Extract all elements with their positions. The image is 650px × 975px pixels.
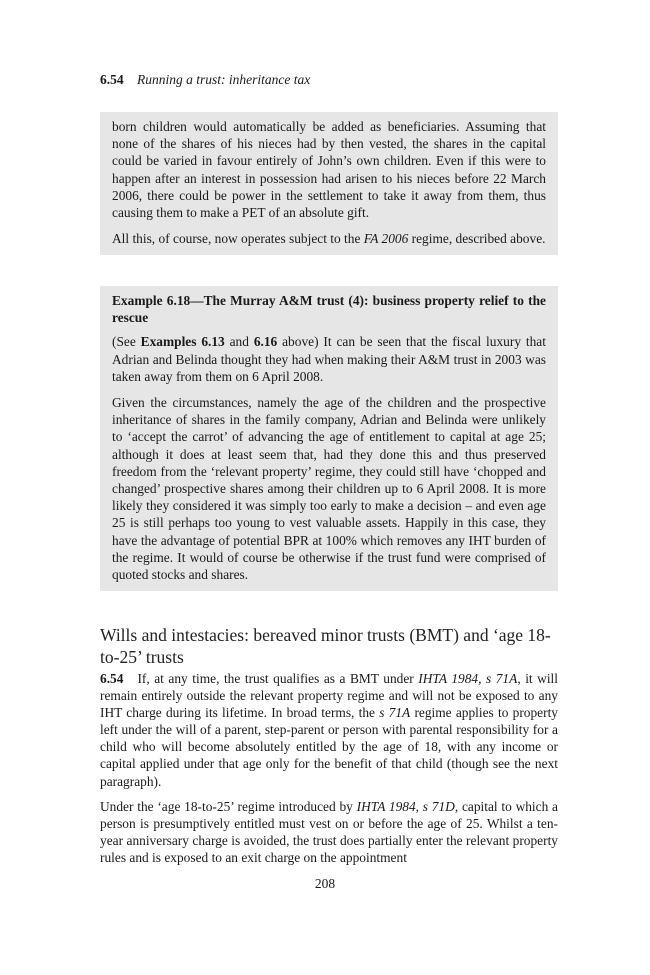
paragraph-number: 6.54 <box>100 671 124 686</box>
running-header <box>100 72 310 88</box>
header-section-number: 6.54 <box>100 72 124 87</box>
continued-example-box <box>100 112 558 255</box>
header-running-title: Running a trust: inheritance tax <box>137 72 311 87</box>
p-next-text-b: , capital to which a person is presumptively entitled must vest on or before the age of 25. Whilst a ten-year anniversary charge is avoided, the trust does partially enter the relevant property rules and is exposed to an exit charge on the appointment <box>100 798 558 865</box>
example-ref-6-13: Examples 6.13 <box>140 334 225 350</box>
p654-text-b: , it will remain entirely outside the relevant property regime and will not be exposed to any IHT charge during its lifetime. In broad terms, the <box>100 671 558 721</box>
paragraph-6-54 <box>100 670 558 790</box>
box1-paragraph-1: born children would automatically be added as beneficiaries. Assuming that none of the shares of his nieces had by then vested, the shares in the capital could be varied in favour entirely of John’s own children. Even if this were to happen after an interest in possession had arisen to his nieces before 22 March 2006, there could be power in the settlement to take it away from them, thus causing them to make a PET of an absolute gift. <box>112 119 546 221</box>
box1-p2-act-ref: FA 2006 <box>363 231 409 247</box>
example-p1-text-a: (See <box>112 334 141 350</box>
box1-p2-text-a: All this, of course, now operates subject to the <box>112 231 364 247</box>
example-p1-text-b: and <box>224 334 254 350</box>
example-paragraph-1 <box>112 333 546 385</box>
example-box-6-18 <box>100 286 558 591</box>
paragraph-age-18-to-25 <box>100 798 558 866</box>
example-paragraph-2: Given the circumstances, namely the age of the children and the prospective inheritance of shares in the family company, Adrian and Belinda were unlikely to ‘accept the carrot’ of advancing the age of entitlement to capital at age 25; although it does at least seem that, had they done this and thus preserved freedom from the ‘relevant property’ regime, they could still have ‘chopped and changed’ prospective shares among their children up to 6 April 2008. It is more likely they considered it was simply too early to make a decision – and even age 25 is still perhaps too young to vest valuable assets. Happily in this case, they have the advantage of potential BPR at 100% which removes any IHT burden of the regime. It would of course be otherwise if the trust fund were comprised of quoted stocks and shares. <box>112 395 546 583</box>
p654-text-a: If, at any time, the trust qualifies as a BMT under <box>137 671 419 686</box>
box1-paragraph-2 <box>112 230 546 247</box>
body-text <box>100 670 558 874</box>
example-title: Example 6.18—The Murray A&M trust (4): business property relief to the rescue <box>112 293 546 326</box>
example-ref-6-16: 6.16 <box>253 334 278 350</box>
p654-ref-s71a-full: IHTA 1984, s 71A <box>418 671 518 686</box>
p654-text-c: regime applies to property left under the will of a parent, step-parent or person with parental responsibility for a child who will become absolutely entitled by the age of 18, with any income or capital applied under that age only for the benefit of that child (though see the next paragraph). <box>100 705 558 789</box>
p654-ref-s71a: s 71A <box>379 705 411 721</box>
p-next-ref-s71d: IHTA 1984, s 71D <box>356 798 455 814</box>
page-number: 208 <box>314 876 336 891</box>
box1-p2-text-b: regime, described above. <box>408 231 546 247</box>
section-heading: Wills and intestacies: bereaved minor trusts (BMT) and ‘age 18-to-25’ trusts <box>100 625 551 667</box>
example-p1-text-c: above) It can be seen that the fiscal luxury that Adrian and Belinda thought they had when making their A&M trust in 2003 was taken away from them on 6 April 2008. <box>112 334 546 384</box>
p-next-text-a: Under the ‘age 18-to-25’ regime introduced by <box>100 798 357 814</box>
